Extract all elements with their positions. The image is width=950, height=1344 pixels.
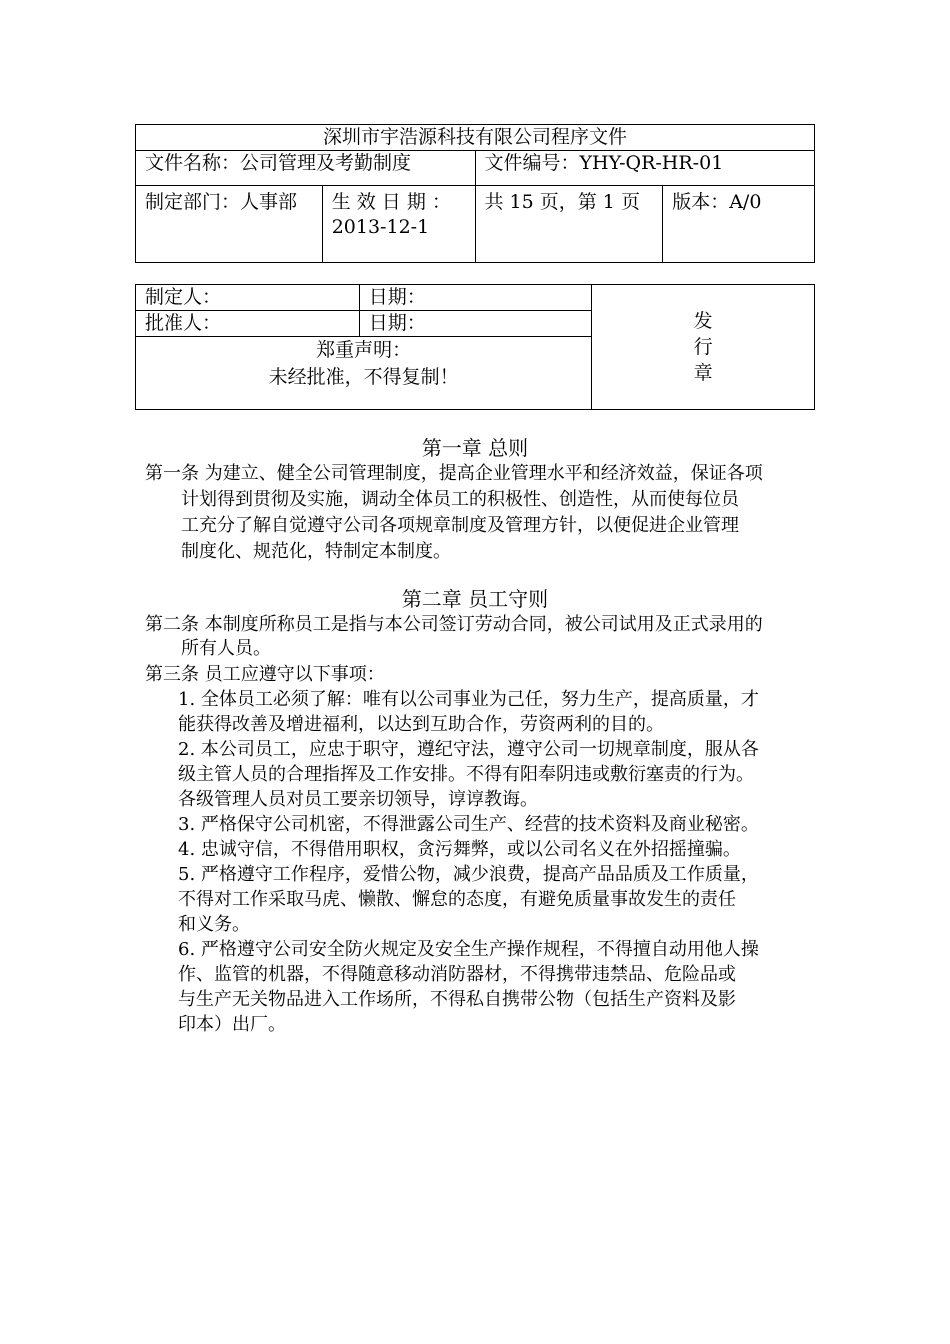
- file-name: 文件名称：公司管理及考勤制度: [136, 151, 476, 186]
- document-title: 深圳市宇浩源科技有限公司程序文件: [136, 125, 815, 151]
- paragraph-line: 作、监管的机器，不得随意移动消防器材，不得携带违禁品、危险品或: [178, 964, 736, 985]
- paragraph-line: 1. 全体员工必须了解：唯有以公司事业为己任，努力生产，提高质量，才: [178, 689, 759, 710]
- approver-label: 批准人：: [136, 311, 360, 337]
- paragraph-line: 4. 忠诚守信，不得借用职权，贪污舞弊，或以公司名义在外招摇撞骗。: [178, 839, 741, 860]
- paragraph-line: 6. 严格遵守公司安全防火规定及安全生产操作规程，不得擅自动用他人操: [178, 939, 759, 960]
- department: 制定部门：人事部: [136, 186, 323, 263]
- paragraph-line: 能获得改善及增进福利，以达到互助合作，劳资两利的目的。: [178, 714, 664, 735]
- effective-date: 2013-12-1: [331, 216, 430, 238]
- paragraph-line: 制度化、规范化，特制定本制度。: [181, 541, 451, 562]
- chapter-title: 第二章 员工守则: [401, 587, 549, 611]
- paragraph-line: 3. 严格保守公司机密，不得泄露公司生产、经营的技术资料及商业秘密。: [178, 814, 759, 835]
- chapter-title: 第一章 总则: [421, 436, 529, 460]
- stamp-char: 章: [693, 362, 713, 384]
- document-header-table: [135, 124, 815, 263]
- version: 版本：A/0: [663, 186, 815, 263]
- paragraph-line: 不得对工作采取马虎、懒散、懈怠的态度，有避免质量事故发生的责任: [178, 889, 736, 910]
- paragraph-line: 第三条 员工应遵守以下事项：: [145, 664, 385, 685]
- notice-cell: [136, 337, 592, 410]
- paragraph-line: 5. 严格遵守工作程序，爱惜公物，减少浪费，提高产品品质及工作质量，: [178, 864, 759, 885]
- paragraph-line: 第一条 为建立、健全公司管理制度，提高企业管理水平和经济效益，保证各项: [145, 463, 763, 484]
- paragraph-line: 级主管人员的合理指挥及工作安排。不得有阳奉阴违或敷衍塞责的行为。: [178, 764, 754, 785]
- effective-date-cell: [322, 186, 475, 263]
- paragraph-line: 2. 本公司员工，应忠于职守，遵纪守法，遵守公司一切规章制度，服从各: [178, 739, 759, 760]
- approval-table: [135, 284, 815, 410]
- paragraph-line: 与生产无关物品进入工作场所，不得私自携带公物（包括生产资料及影: [178, 989, 736, 1010]
- paragraph-line: 印本）出厂。: [178, 1014, 286, 1035]
- issue-stamp-area: [592, 285, 815, 410]
- paragraph-line: 第二条 本制度所称员工是指与本公司签订劳动合同，被公司试用及正式录用的: [145, 614, 763, 635]
- paragraph-line: 和义务。: [178, 914, 250, 935]
- drafter-label: 制定人：: [136, 285, 360, 311]
- notice-title: 郑重声明：: [316, 339, 412, 361]
- paragraph-line: 所有人员。: [181, 638, 271, 659]
- file-number: 文件编号：YHY-QR-HR-01: [475, 151, 814, 186]
- page-count: 共 15 页，第 1 页: [475, 186, 663, 263]
- notice-text: 未经批准，不得复制！: [268, 366, 459, 388]
- drafter-date-label: 日期：: [359, 285, 592, 311]
- paragraph-line: 工充分了解自觉遵守公司各项规章制度及管理方针，以便促进企业管理: [181, 515, 739, 536]
- paragraph-line: 各级管理人员对员工要亲切领导，谆谆教诲。: [178, 789, 538, 810]
- effective-date-label: 生 效 日 期 ：: [331, 191, 451, 213]
- stamp-char: 发: [693, 310, 713, 332]
- stamp-char: 行: [693, 336, 713, 358]
- paragraph-line: 计划得到贯彻及实施，调动全体员工的积极性、创造性，从而使每位员: [181, 489, 739, 510]
- approver-date-label: 日期：: [359, 311, 592, 337]
